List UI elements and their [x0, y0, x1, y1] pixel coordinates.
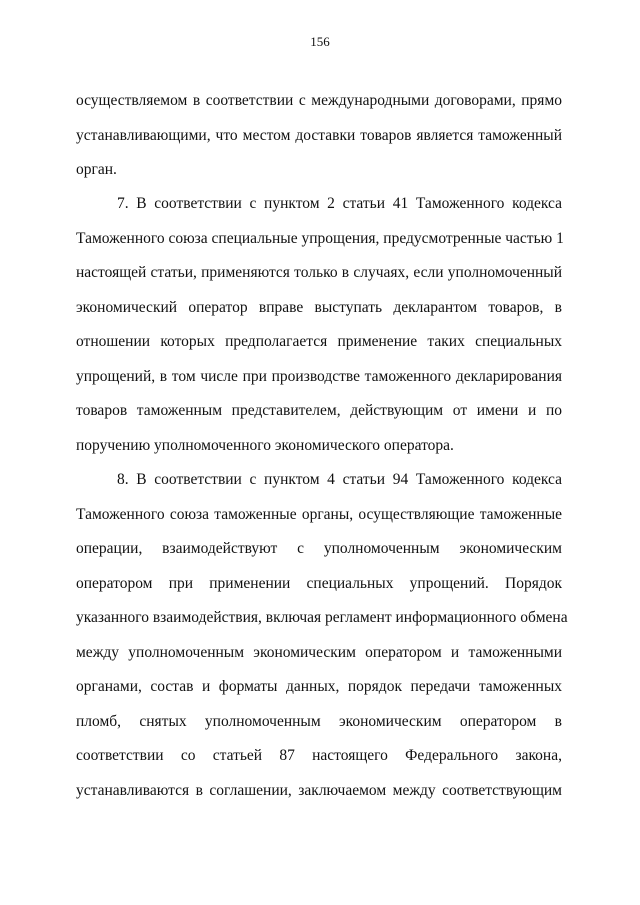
text-line: орган. — [76, 161, 117, 178]
page-number: 156 — [310, 34, 330, 49]
text-line: операции, взаимодействуют с уполномоченным экономическим — [76, 540, 562, 557]
text-line: устанавливающими, что местом доставки товаров является таможенный — [76, 126, 562, 144]
paragraph-8 — [76, 463, 568, 808]
text-line: осуществляемом в соответствии с международными договорами, прямо — [76, 92, 562, 109]
text-line: устанавливаются в соглашении, заключаемом между соответствующим — [76, 781, 562, 799]
text-line: указанного взаимодействия, включая регламент информационного обмена — [76, 609, 568, 626]
text-line: оператором при применении специальных упрощений. Порядок — [76, 574, 562, 592]
text-line: товаров таможенным представителем, действующим от имени и по — [76, 402, 562, 419]
text-line: органами, состав и форматы данных, порядок передачи таможенных — [76, 678, 562, 695]
paragraph-continuation — [76, 84, 562, 188]
text-line: Таможенного союза специальные упрощения, предусмотренные частью 1 — [76, 229, 564, 247]
text-line: поручению уполномоченного экономического оператора. — [76, 436, 454, 454]
text-line: 8. В соответствии с пунктом 4 статьи 94 Таможенного кодекса — [117, 471, 562, 488]
text-line: упрощений, в том числе при производстве таможенного декларирования — [76, 367, 562, 385]
text-line: между уполномоченным экономическим оператором и таможенными — [76, 643, 562, 661]
text-line: 7. В соответствии с пунктом 2 статьи 41 Таможенного кодекса — [117, 195, 562, 212]
text-line: настоящей статьи, применяются только в случаях, если уполномоченный — [76, 264, 562, 281]
text-line: Таможенного союза таможенные органы, осуществляющие таможенные — [76, 505, 562, 523]
text-line: пломб, снятых уполномоченным экономическим оператором в — [76, 712, 562, 730]
text-line: экономический оператор вправе выступать декларантом товаров, в — [76, 298, 562, 316]
text-line: отношении которых предполагается применение таких специальных — [76, 333, 562, 350]
text-line: соответствии со статьей 87 настоящего Федерального закона, — [76, 747, 562, 764]
paragraph-7 — [76, 187, 562, 463]
